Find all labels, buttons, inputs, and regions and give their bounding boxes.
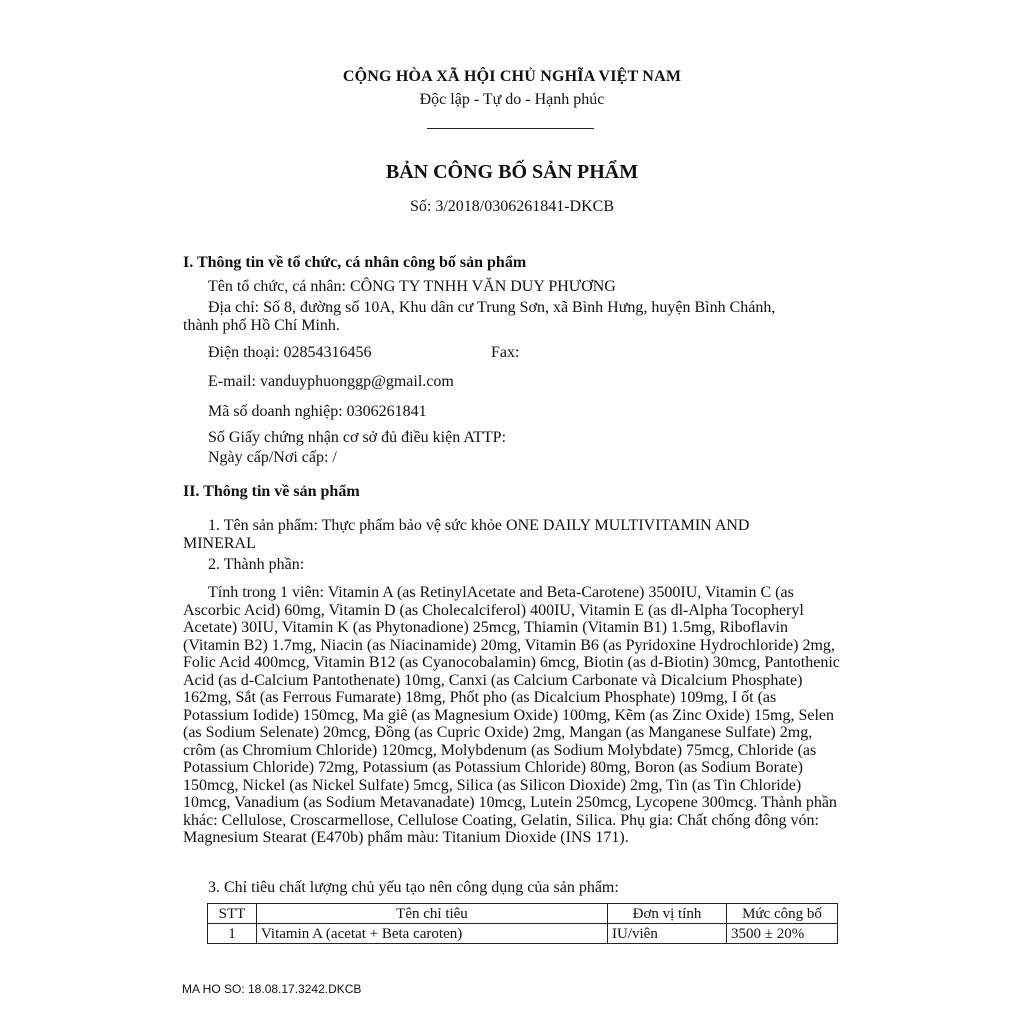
header-level: Mức công bố — [727, 904, 838, 924]
certificate: Số Giấy chứng nhận cơ sở đủ điều kiện ATTP: — [208, 429, 507, 446]
header-stt: STT — [208, 904, 257, 924]
cell-stt: 1 — [208, 924, 257, 944]
email: E-mail: vanduyphuonggp@gmail.com — [208, 373, 454, 390]
cell-level: 3500 ± 20% — [727, 924, 838, 944]
header-unit: Đơn vị tính — [608, 904, 727, 924]
document-title: BẢN CÔNG BỐ SẢN PHẨM — [385, 161, 639, 183]
cell-criteria: Vitamin A (acetat + Beta caroten) — [257, 924, 608, 944]
header-divider — [427, 128, 594, 129]
issue-date: Ngày cấp/Nơi cấp: / — [208, 449, 337, 466]
footer-code: MA HO SO: 18.08.17.3242.DKCB — [182, 982, 362, 996]
address-line2: thành phố Hồ Chí Minh. — [183, 317, 340, 334]
address-line1: Địa chỉ: Số 8, đường số 10A, Khu dân cư Trung Sơn, xã Bình Hưng, huyện Bình Chánh, — [208, 299, 776, 316]
quality-table — [207, 903, 838, 944]
section2-heading: II. Thông tin về sản phẩm — [183, 483, 360, 500]
ingredients-heading: 2. Thành phần: — [208, 556, 305, 573]
document-number: Số: 3/2018/0306261841-DKCB — [409, 198, 614, 215]
ingredients-text: Tính trong 1 viên: Vitamin A (as RetinylAcetate and Beta-Carotene) 3500IU, Vitamin C (as Ascorbic Acid) 60mg, Vitamin D (as Cholecalciferol) 400IU, Vitamin E (as dl-Alpha Tocopheryl Acetate) 30IU, Vitamin K (as Phytonadione) 25mcg, Thiamin (Vitamin B1) 1.5mg, Riboflavin (Vitamin B2) 1.7mg, Niacin (as Niacinamide) 20mg, Vitamin B6 (as Pyridoxine Hydrochloride) 2mg, Folic Acid 400mcg, Vitamin B12 (as Cyanocobalamin) 6mcg, Biotin (as d-Biotin) 30mcg, Pantothenic Acid (as d-Calcium Pantothenate) 10mg, Canxi (as Calcium Carbonate và Dicalcium Phosphate) 162mg, Sắt (as Ferrous Fumarate) 18mg, Phốt pho (as Dicalcium Phosphate) 109mg, I ốt (as Potassium Iodide) 150mcg, Ma giê (as Magnesium Oxide) 100mg, Kẽm (as Zinc Oxide) 15mg, Selen (as Sodium Selenate) 20mcg, Đồng (as Cupric Oxide) 2mg, Mangan (as Manganese Sulfate) 2mg, crôm (as Chromium Chloride) 120mcg, Molybdenum (as Sodium Molybdate) 75mcg, Chloride (as Potassium Chloride) 72mg, Potassium (as Potassium Chloride) 80mg, Boron (as Sodium Borate) 150mcg, Nickel (as Nickel Sulfate) 5mcg, Silica (as Silicon Dioxide) 2mg, Tin (as Tin Chloride) 10mcg, Vanadium (as Sodium Metavanadate) 10mcg, Lutein 250mcg, Lycopene 300mcg. Thành phần khác: Cellulose, Croscarmellose, Cellulose Coating, Gelatin, Silica. Phụ gia: Chất chống đông vón: Magnesium Stearat (E470b) phẩm màu: Titanium Dioxide (INS 171). — [183, 584, 840, 846]
phone: Điện thoại: 02854316456 — [208, 344, 372, 361]
table-row — [208, 924, 838, 944]
fax: Fax: — [491, 344, 520, 361]
org-name: Tên tổ chức, cá nhân: CÔNG TY TNHH VĂN DUY PHƯƠNG — [208, 278, 616, 295]
section1-heading: I. Thông tin về tổ chức, cá nhân công bố sản phẩm — [183, 254, 527, 271]
header-criteria: Tên chỉ tiêu — [257, 904, 608, 924]
business-code: Mã số doanh nghiệp: 0306261841 — [208, 403, 427, 420]
table-header-row — [208, 904, 838, 924]
nation-header: CỘNG HÒA XÃ HỘI CHỦ NGHĨA VIỆT NAM — [342, 68, 682, 85]
motto: Độc lập - Tự do - Hạnh phúc — [419, 91, 605, 108]
cell-unit: IU/viên — [608, 924, 727, 944]
quality-heading: 3. Chỉ tiêu chất lượng chủ yếu tạo nên công dụng của sản phẩm: — [208, 879, 619, 896]
product-name: 1. Tên sản phẩm: Thực phẩm bảo vệ sức khỏe ONE DAILY MULTIVITAMIN AND MINERAL — [183, 517, 750, 552]
